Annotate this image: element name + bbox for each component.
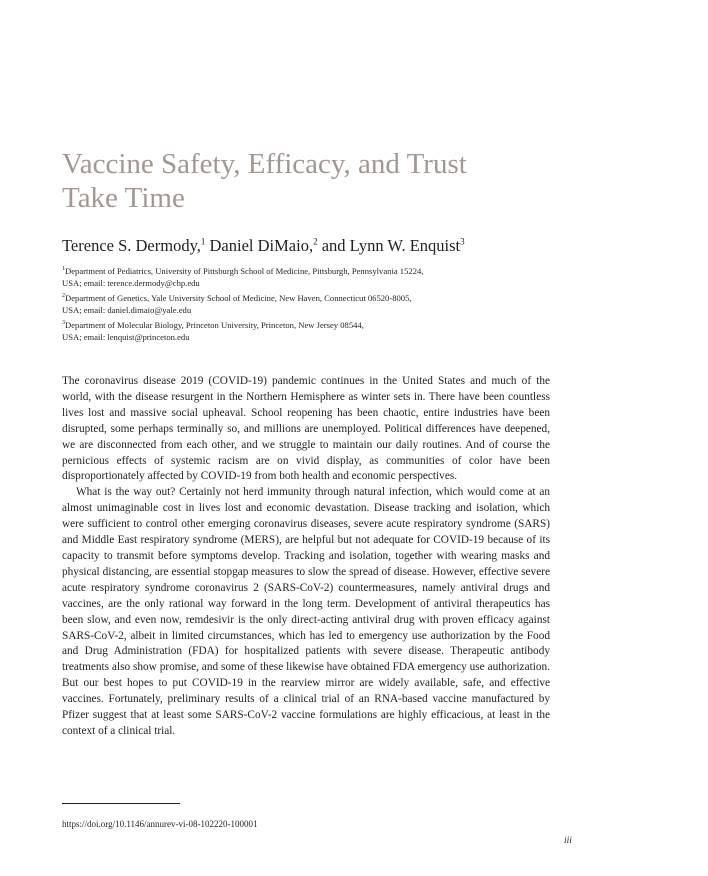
affiliation-text: Department of Molecular Biology, Princeton University, Princeton, New Jersey 08544,: [65, 320, 364, 330]
affiliation-email: USA; email: terence.dermody@chp.edu: [62, 278, 200, 288]
author-name: Terence S. Dermody,: [62, 236, 201, 255]
affiliations: [62, 265, 582, 346]
title-line-1: Vaccine Safety, Efficacy, and Trust: [62, 148, 467, 180]
affiliation-sup: 3: [62, 320, 65, 327]
footnote-divider: [62, 803, 180, 804]
affiliation-2: [62, 292, 582, 316]
article-body: [62, 374, 550, 740]
page-number: iii: [564, 836, 572, 846]
author-list: [62, 236, 622, 256]
author-sup: 1: [200, 236, 206, 247]
affiliation-sup: 2: [62, 293, 65, 300]
body-paragraph-1: The coronavirus disease 2019 (COVID-19) pandemic continues in the United States and much of the world, with the disease resurgent in the Northern Hemisphere as winter sets in. There have been countless lives lost and massive social upheaval. School reopening has been chaotic, entire industries have been disrupted, some perhaps terminally so, and millions are unemployed. Political differences have deepened, we are disconnected from each other, and we struggle to maintain our daily routines. And of course the pernicious effects of systemic racism are on vivid display, as communities of color have been disproportionately affected by COVID-19 from both health and economic perspectives.: [62, 375, 550, 483]
author-sup: 3: [460, 236, 465, 247]
affiliation-3: [62, 319, 582, 343]
author-name: Daniel DiMaio,: [209, 236, 314, 255]
title-line-2: Take Time: [62, 182, 185, 214]
author-name: and Lynn W. Enquist: [321, 236, 461, 255]
author-sup: 2: [313, 236, 318, 247]
body-paragraph-2: What is the way out? Certainly not herd immunity through natural infection, which would come at an almost unimaginable cost in lives lost and economic devastation. Disease tracking and isolation, which were sufficient to control other emerging coronavirus diseases, severe acute respiratory syndrome (SARS) and Middle East respiratory syndrome (MERS), are helpful but not adequate for COVID-19 because of its capacity to transmit before symptoms develop. Tracking and isolation, together with wearing masks and physical distancing, are essential stopgap measures to slow the spread of disease. However, effective severe acute respiratory syndrome coronavirus 2 (SARS-CoV-2) countermeasures, namely antiviral drugs and vaccines, are the only rational way forward in the long term. Development of antiviral therapeutics has been slow, and even now, remdesivir is the only direct-acting antiviral drug with proven efficacy against SARS-CoV-2, albeit in limited circumstances, which has led to emergency use authorization by the Food and Drug Administration (FDA) for hospitalized patients with severe disease. Therapeutic antibody treatments also show promise, and some of these likewise have obtained FDA emergency use authorization. But our best hopes to put COVID-19 in the rearview mirror are widely available, safe, and effective vaccines. Fortunately, preliminary results of a clinical trial of an RNA-based vaccine manufactured by Pfizer suggest that at least some SARS-CoV-2 vaccine formulations are highly efficacious, at least in the context of a clinical trial.: [62, 486, 550, 737]
affiliation-1: [62, 265, 582, 289]
affiliation-text: Department of Genetics, Yale University School of Medicine, New Haven, Connecticut 06520-8005,: [65, 293, 412, 303]
affiliation-email: USA; email: daniel.dimaio@yale.edu: [62, 305, 192, 315]
affiliation-text: Department of Pediatrics, University of Pittsburgh School of Medicine, Pittsburgh, Pennsylvania 15224,: [65, 266, 424, 276]
affiliation-email: USA; email: lenquist@princeton.edu: [62, 332, 190, 342]
article-title: [62, 147, 582, 215]
doi-link[interactable]: https://doi.org/10.1146/annurev-vi-08-102220-100001: [62, 819, 258, 829]
affiliation-sup: 1: [62, 266, 65, 273]
